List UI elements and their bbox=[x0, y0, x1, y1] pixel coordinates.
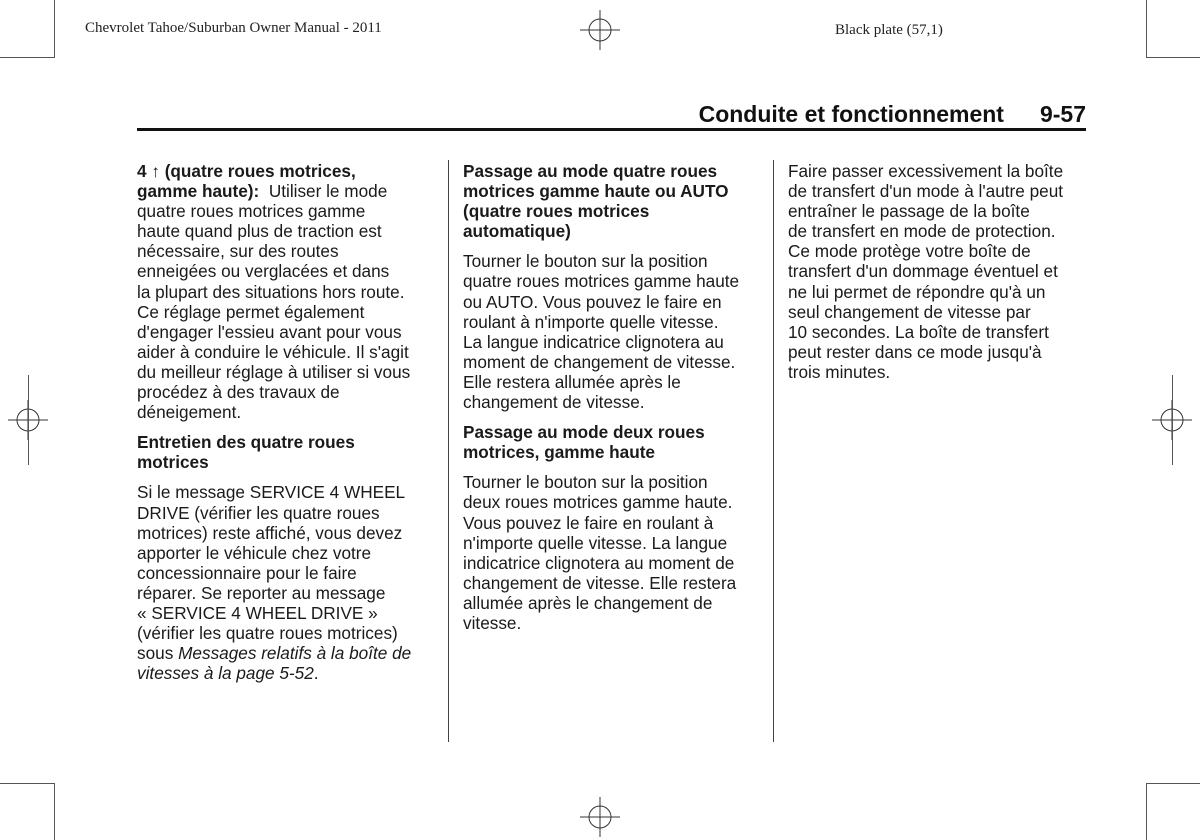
paragraph-line: ne lui permet de répondre qu'à un bbox=[788, 281, 1046, 302]
subheading-line: Passage au mode deux roues bbox=[463, 422, 705, 443]
paragraph-line: trois minutes. bbox=[788, 361, 891, 382]
paragraph-line: réparer. Se reporter au message bbox=[137, 582, 386, 603]
paragraph-line: quatre roues motrices gamme haute bbox=[463, 271, 740, 292]
paragraph-text: . bbox=[313, 663, 319, 684]
paragraph-line: « SERVICE 4 WHEEL DRIVE » bbox=[137, 602, 378, 623]
subheading-line: automatique) bbox=[463, 221, 571, 242]
header-rule bbox=[137, 128, 1086, 131]
paragraph-line: du meilleur réglage à utiliser si vous bbox=[137, 361, 411, 382]
running-head bbox=[699, 101, 1086, 128]
plate-label: Black plate (57,1) bbox=[835, 22, 943, 38]
paragraph-line: la plupart des situations hors route. bbox=[137, 281, 405, 302]
paragraph-line: concessionnaire pour le faire bbox=[137, 562, 357, 583]
paragraph-line: de transfert en mode de protection. bbox=[788, 221, 1056, 242]
paragraph-line: ou AUTO. Vous pouvez le faire en bbox=[463, 291, 722, 312]
subheading-line: motrices, gamme haute bbox=[463, 442, 655, 463]
paragraph-line: Utiliser le mode bbox=[268, 181, 388, 202]
registration-mark-icon bbox=[580, 797, 620, 837]
paragraph-line: quatre roues motrices gamme bbox=[137, 201, 366, 222]
subheading-line: motrices gamme haute ou AUTO bbox=[463, 181, 729, 202]
manual-title: Chevrolet Tahoe/Suburban Owner Manual - 2011 bbox=[85, 20, 382, 36]
paragraph-text: sous bbox=[137, 643, 174, 664]
crop-mark bbox=[0, 783, 55, 784]
paragraph-line: Si le message SERVICE 4 WHEEL bbox=[137, 482, 406, 503]
paragraph-line: deux roues motrices gamme haute. bbox=[463, 492, 733, 513]
paragraph-line: seul changement de vitesse par bbox=[788, 301, 1031, 322]
column-2 bbox=[463, 161, 763, 633]
crop-mark bbox=[54, 783, 55, 840]
paragraph-line bbox=[137, 663, 437, 683]
subheading-line: Passage au mode quatre roues bbox=[463, 161, 718, 181]
column-divider bbox=[448, 160, 449, 742]
paragraph-line: (vérifier les quatre roues motrices) bbox=[137, 623, 398, 644]
crop-mark bbox=[1146, 783, 1200, 784]
paragraph-line: apporter le véhicule chez votre bbox=[137, 542, 372, 563]
subheading-line: motrices bbox=[137, 452, 209, 473]
heading-text: (quatre roues motrices, bbox=[159, 161, 356, 181]
section-title: Conduite et fonctionnement bbox=[698, 101, 1004, 127]
paragraph-line: changement de vitesse. bbox=[463, 392, 645, 413]
paragraph-line: motrices) reste affiché, vous devez bbox=[137, 522, 403, 543]
heading-line-2 bbox=[137, 181, 437, 201]
paragraph-line: nécessaire, sur des routes bbox=[137, 241, 339, 262]
paragraph-line: haute quand plus de traction est bbox=[137, 221, 382, 242]
paragraph-line: Faire passer excessivement la boîte bbox=[788, 161, 1064, 181]
paragraph-line: 10 secondes. La boîte de transfert bbox=[788, 321, 1049, 342]
paragraph-line: roulant à n'importe quelle vitesse. bbox=[463, 311, 719, 332]
subheading-line: Entretien des quatre roues bbox=[137, 432, 355, 453]
column-3 bbox=[788, 161, 1088, 382]
side-tick bbox=[28, 375, 29, 465]
paragraph-line: Vous pouvez le faire en roulant à bbox=[463, 512, 714, 533]
heading-text: gamme haute): bbox=[137, 181, 260, 202]
paragraph-line: vitesse. bbox=[463, 612, 522, 633]
registration-mark-icon bbox=[580, 10, 620, 50]
paragraph-line: enneigées ou verglacées et dans bbox=[137, 261, 390, 282]
paragraph-line: peut rester dans ce mode jusqu'à bbox=[788, 341, 1042, 362]
side-tick bbox=[1172, 375, 1173, 465]
paragraph-line: de transfert d'un mode à l'autre peut bbox=[788, 181, 1064, 202]
paragraph-line: allumée après le changement de bbox=[463, 592, 713, 613]
paragraph-line: changement de vitesse. Elle restera bbox=[463, 572, 737, 593]
crop-mark bbox=[54, 0, 55, 58]
paragraph-line: entraîner le passage de la boîte bbox=[788, 201, 1030, 222]
column-divider bbox=[773, 160, 774, 742]
heading-4hi bbox=[137, 161, 437, 181]
crop-mark bbox=[1146, 57, 1200, 58]
paragraph-line: indicatrice clignotera au moment de bbox=[463, 552, 735, 573]
paragraph-line: déneigement. bbox=[137, 402, 242, 423]
paragraph-line: Tourner le bouton sur la position bbox=[463, 472, 708, 493]
paragraph-line: aider à conduire le véhicule. Il s'agit bbox=[137, 341, 409, 362]
paragraph-line: d'engager l'essieu avant pour vous bbox=[137, 321, 402, 342]
crop-mark bbox=[0, 57, 55, 58]
subheading-line: (quatre roues motrices bbox=[463, 201, 650, 222]
paragraph-line: Ce mode protège votre boîte de bbox=[788, 241, 1031, 262]
paragraph-line: procédez à des travaux de bbox=[137, 382, 340, 403]
paragraph-line: DRIVE (vérifier les quatre roues bbox=[137, 502, 380, 523]
paragraph-line: moment de changement de vitesse. bbox=[463, 351, 736, 372]
column-1 bbox=[137, 161, 437, 683]
up-arrow-icon: ↑ bbox=[151, 161, 160, 181]
paragraph-line: Elle restera allumée après le bbox=[463, 371, 681, 392]
heading-number: 4 bbox=[137, 161, 147, 181]
crop-mark bbox=[1146, 783, 1147, 840]
crop-mark bbox=[1146, 0, 1147, 58]
paragraph-line: Tourner le bouton sur la position bbox=[463, 251, 708, 272]
paragraph-line: n'importe quelle vitesse. La langue bbox=[463, 532, 728, 553]
paragraph-line: Ce réglage permet également bbox=[137, 301, 365, 322]
paragraph-line: transfert d'un dommage éventuel et bbox=[788, 261, 1058, 282]
page-number: 9-57 bbox=[1039, 101, 1086, 127]
paragraph-line bbox=[137, 643, 437, 663]
paragraph-line: La langue indicatrice clignotera au bbox=[463, 331, 724, 352]
cross-reference: vitesses à la page 5-52 bbox=[137, 663, 314, 684]
cross-reference: Messages relatifs à la boîte de bbox=[178, 643, 412, 664]
